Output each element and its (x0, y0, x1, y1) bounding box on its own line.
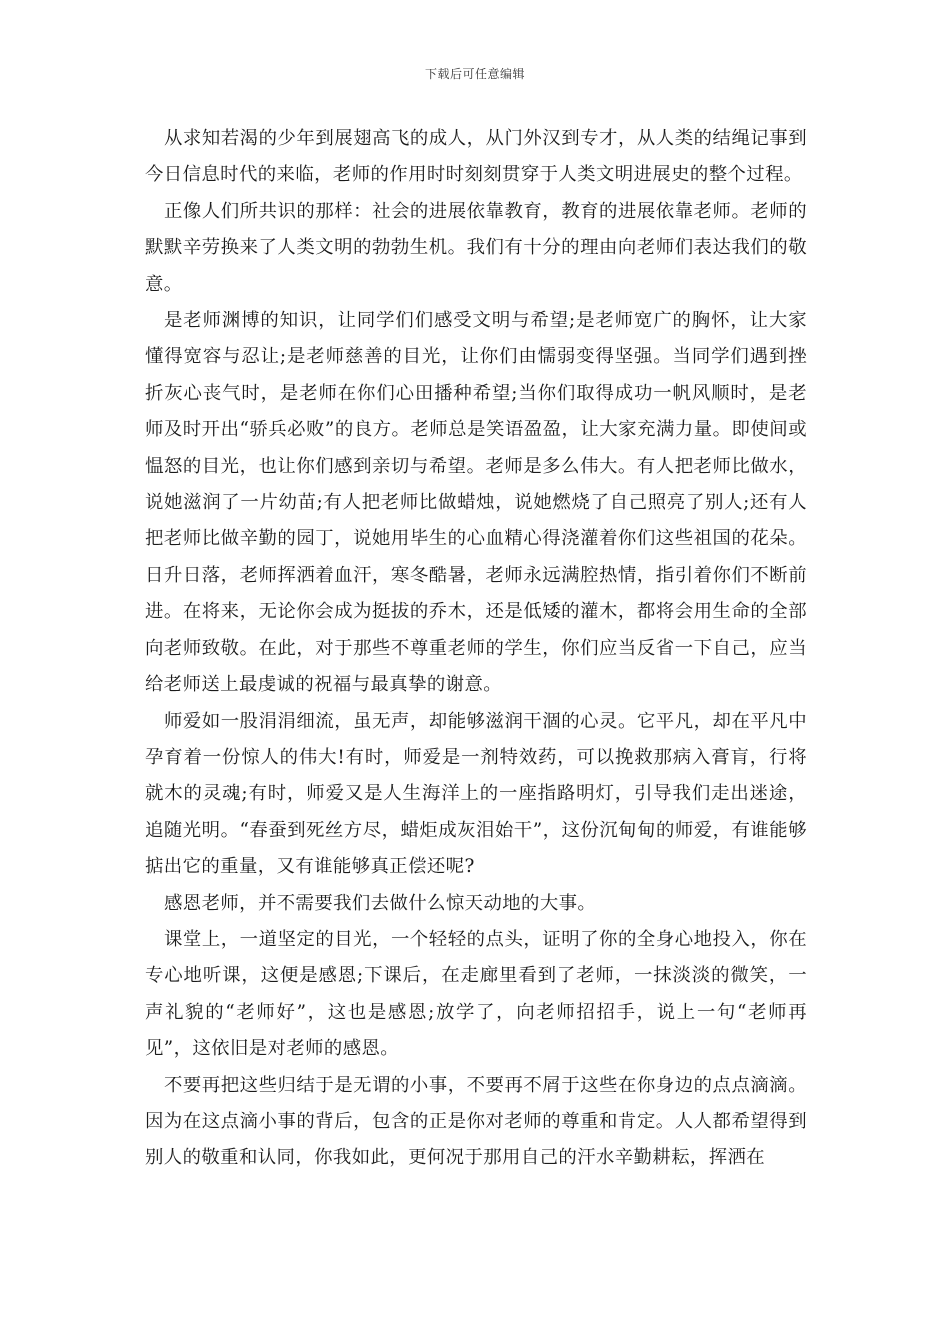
paragraph-6: 课堂上，一道坚定的目光，一个轻轻的点头，证明了你的全身心地投入，你在专心地听课，这便是感恩;下课后，在走廊里看到了老师，一抹淡淡的微笑，一声礼貌的“老师好”，这也是感恩;放学了，向老师招招手，说上一句“老师再见”，这依旧是对老师的感恩。 (145, 928, 807, 1060)
document-body (145, 121, 807, 1177)
paragraph-7: 不要再把这些归结于是无谓的小事，不要再不屑于这些在你身边的点点滴滴。因为在这点滴小事的背后，包含的正是你对老师的尊重和肯定。人人都希望得到别人的敬重和认同，你我如此，更何况于那用自己的汗水辛勤耕耘，挥洒在 (145, 1074, 807, 1169)
paragraph-1: 从求知若渴的少年到展翅高飞的成人，从门外汉到专才，从人类的结绳记事到今日信息时代的来临，老师的作用时时刻刻贯穿于人类文明进展史的整个过程。 (145, 128, 807, 186)
paragraph-3: 是老师渊博的知识，让同学们们感受文明与希望;是老师宽广的胸怀，让大家懂得宽容与忍让;是老师慈善的目光，让你们由懦弱变得坚强。当同学们遇到挫折灰心丧气时，是老师在你们心田播种希望;当你们取得成功一帆风顺时，是老师及时开出“骄兵必败”的良方。老师总是笑语盈盈，让大家充满力量。即使间或愠怒的目光，也让你们感到亲切与希望。老师是多么伟大。有人把老师比做水，说她滋润了一片幼苗;有人把老师比做蜡烛，说她燃烧了自己照亮了别人;还有人把老师比做辛勤的园丁，说她用毕生的心血精心得浇灌着你们这些祖国的花朵。日升日落，老师挥洒着血汗，寒冬酷暑，老师永远满腔热情，指引着你们不断前进。在将来，无论你会成为挺拔的乔木，还是低矮的灌木，都将会用生命的全部向老师致敬。在此，对于那些不尊重老师的学生，你们应当反省一下自己，应当给老师送上最虔诚的祝福与最真挚的谢意。 (145, 310, 807, 696)
paragraph-5: 感恩老师，并不需要我们去做什么惊天动地的大事。 (164, 892, 597, 914)
paragraph-4: 师爱如一股涓涓细流，虽无声，却能够滋润干涸的心灵。它平凡，却在平凡中孕育着一份惊人的伟大!有时，师爱是一剂特效药，可以挽救那病入膏肓，行将就木的灵魂;有时，师爱又是人生海洋上的一座指路明灯，引导我们走出迷途，追随光明。“春蚕到死丝方尽，蜡炬成灰泪始干”，这份沉甸甸的师爱，有谁能够掂出它的重量，又有谁能够真正偿还呢? (145, 710, 807, 878)
paragraph-2: 正像人们所共识的那样：社会的进展依靠教育，教育的进展依靠老师。老师的默默辛劳换来了人类文明的勃勃生机。我们有十分的理由向老师们表达我们的敬意。 (145, 200, 807, 295)
page-header: 下载后可任意编辑 (424, 67, 525, 81)
